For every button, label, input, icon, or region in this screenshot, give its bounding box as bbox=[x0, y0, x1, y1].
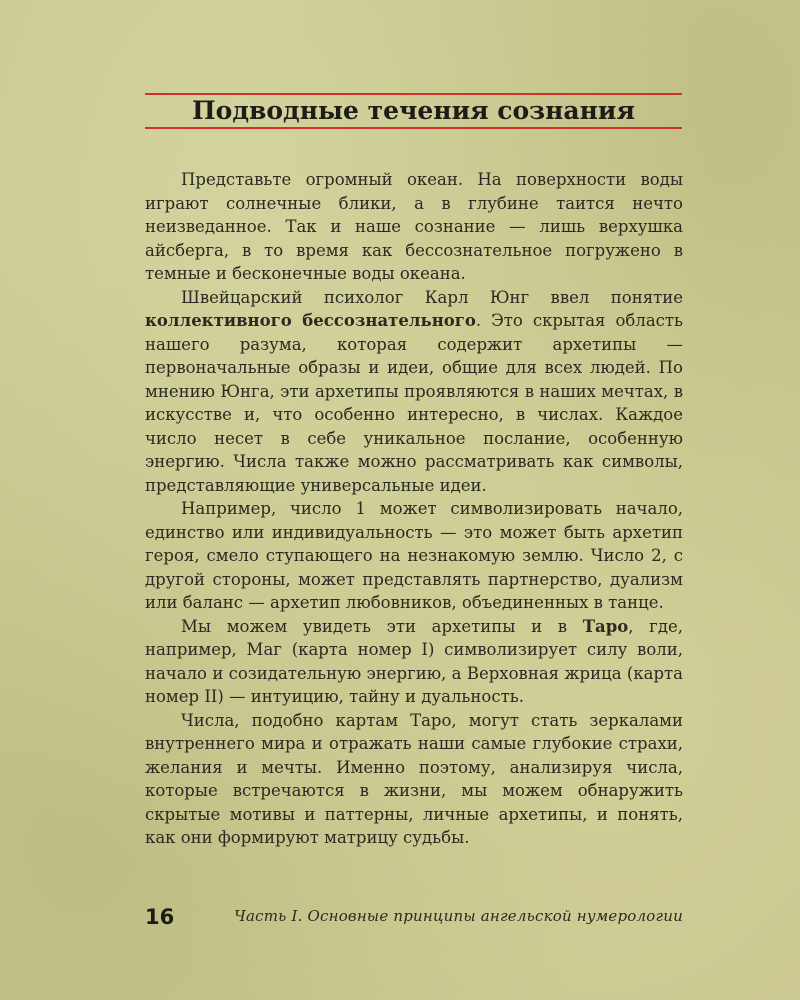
paragraph bbox=[145, 286, 683, 498]
paragraph bbox=[145, 709, 683, 850]
bold-term: Таро bbox=[582, 616, 629, 636]
paragraph bbox=[145, 497, 683, 615]
bold-term: коллективного бессознательного bbox=[145, 311, 476, 330]
paragraph-text: Например, число 1 может символизировать начало, единство или индивидуальность — это может быть архетип героя, смело ступающего на незнакомую землю. Число 2, с другой стороны, может представлять партнерство, дуализм или баланс — архетип любовников, объединенных в танце. bbox=[145, 499, 683, 612]
paragraph-text: Представьте огромный океан. На поверхности воды играют солнечные блики, а в глубине таится нечто неизведанное. Так и наше сознание — лишь верхушка айсберга, в то время как бессознательное погружено в темные и бесконечные воды океана. bbox=[145, 170, 683, 283]
paragraph bbox=[145, 168, 683, 286]
title-rule-bottom bbox=[145, 127, 682, 129]
page-number: 16 bbox=[145, 905, 175, 929]
title-rule-top bbox=[145, 93, 682, 95]
body-text bbox=[145, 168, 683, 850]
paragraph-text: Швейцарский психолог Карл Юнг ввел понятие bbox=[181, 287, 683, 307]
paragraph-text: . Это скрытая область нашего разума, которая содержит архетипы — первоначальные образы и идеи, общие для всех людей. По мнению Юнга, эти архетипы проявляются в наших мечтах, в искусстве и, что особенно интересно, в числах. Каждое число несет в себе уникальное послание, особенную энергию. Числа также можно рассматривать как символы, представляющие универсальные идеи. bbox=[145, 311, 684, 495]
chapter-title: Подводные течения сознания bbox=[192, 96, 635, 125]
paragraph-text: Числа, подобно картам Таро, могут стать зеркалами внутреннего мира и отражать наши самые глубокие страхи, желания и мечты. Именно поэтому, анализируя числа, которые встречаются в жизни, мы можем обнаружить скрытые мотивы и паттерны, личные архетипы, и понять, как они формируют матрицу судьбы. bbox=[145, 710, 683, 847]
paragraph-text: , где, например, Маг (карта номер I) символизирует силу воли, начало и созидательную энергию, а Верховная жрица (карта номер II) — интуицию, тайну и дуальность. bbox=[145, 616, 683, 706]
paragraph bbox=[145, 615, 683, 709]
running-footer: Часть I. Основные принципы ангельской нумерологии bbox=[234, 907, 683, 925]
paragraph-text: Мы можем увидеть эти архетипы и в bbox=[181, 616, 583, 636]
